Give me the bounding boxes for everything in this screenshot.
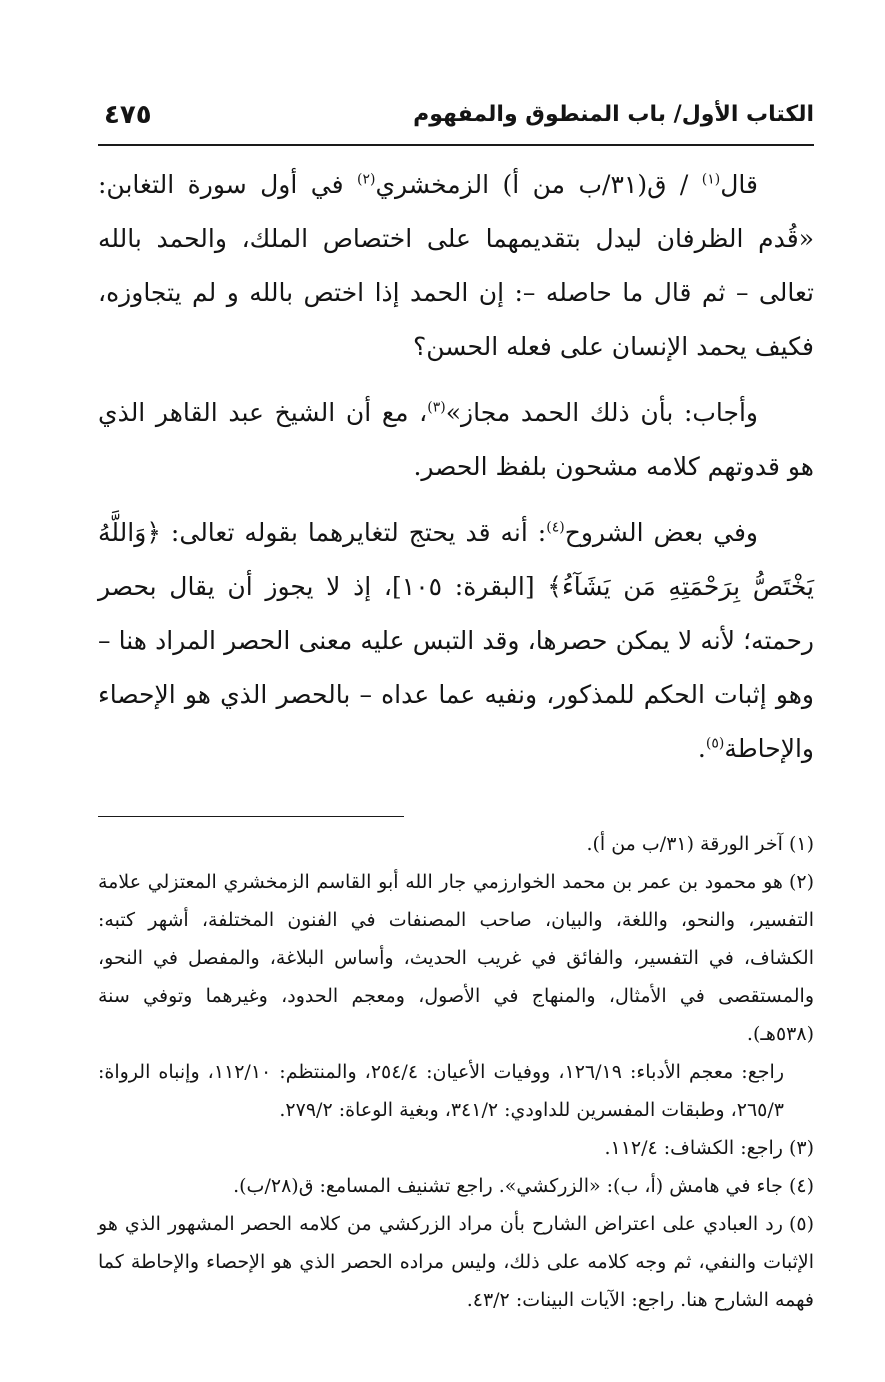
footnote-3 — [98, 1129, 814, 1167]
text-run: : أنه قد يحتج لتغايرهما بقوله تعالى: ﴿وَاللَّهُ يَخْتَصُّ بِرَحْمَتِهِ مَن يَشَآءُ﴾ [البقرة: ١٠٥]، إذ لا يجوز أن يقال بحصر رحمته؛ لأنه لا يمكن حصرها، وقد التبس عليه معنى الحصر المراد هنا – وهو إثبات الحكم للمذكور، ونفيه عما عداه – بالحصر الذي هو الإحصاء والإحاطة — [98, 518, 815, 763]
running-title: الكتاب الأول/ باب المنطوق والمفهوم — [413, 102, 814, 127]
footnote-text: آخر الورقة (٣١/ب من أ). — [586, 833, 783, 855]
footnote-number: (٥) — [788, 1213, 814, 1235]
footnote-4 — [98, 1167, 814, 1205]
text-run: وفي بعض الشروح — [564, 518, 758, 547]
footnote-number: (١) — [788, 833, 814, 855]
footnote-ref-1: (١) — [701, 171, 721, 188]
footnote-ref-3: (٣) — [427, 399, 446, 416]
paragraph-3 — [98, 506, 814, 776]
footnote-number: (٣) — [788, 1137, 814, 1159]
footnote-ref-4: (٤) — [546, 519, 565, 536]
footnote-number: (٢) — [788, 871, 814, 893]
footnotes — [98, 825, 814, 1319]
book-page — [98, 88, 814, 1319]
footnote-text: جاء في هامش (أ، ب): «الزركشي». راجع تشنيف المسامع: ق(٢٨/ب). — [233, 1175, 783, 1197]
page-header — [98, 88, 814, 146]
footnote-2-references: راجع: معجم الأدباء: ١٢٦/١٩، ووفيات الأعيان: ٢٥٤/٤، والمنتظم: ١١٢/١٠، وإنباه الرواة: ٢٦٥/٣، وطبقات المفسرين للداودي: ٣٤١/٢، وبغية الوعاة: ٢٧٩/٢. — [98, 1061, 785, 1121]
footnote-1 — [98, 825, 814, 863]
main-text — [98, 158, 814, 776]
text-run: في أول سورة التغابن: «قُدم الظرفان ليدل بتقديمهما على اختصاص الملك، والحمد بالله تعالى – ثم قال ما حاصله –: إن الحمد إذا اختص بالله و لم يتجاوزه، فكيف يحمد الإنسان على فعله الحسن؟ — [98, 170, 814, 361]
text-run: قال — [720, 170, 758, 199]
footnote-text: رد العبادي على اعتراض الشارح بأن مراد الزركشي من كلامه الحصر المشهور الذي هو الإثبات والنفي، ثم وجه كلامه على ذلك، وليس مراده الحصر الذي هو الإحصاء والإحاطة كما فهمه الشارح هنا. راجع: الآيات البينات: ٤٣/٢. — [98, 1213, 814, 1311]
text-run: . — [697, 734, 706, 763]
footnote-text: راجع: الكشاف: ١١٢/٤. — [604, 1137, 783, 1159]
text-run: وأجاب: بأن ذلك الحمد مجاز» — [445, 398, 758, 427]
footnote-2 — [98, 863, 814, 1053]
footnote-number: (٤) — [788, 1175, 814, 1197]
footnote-text: هو محمود بن عمر بن محمد الخوارزمي جار الله أبو القاسم الزمخشري المعتزلي علامة التفسير، والنحو، واللغة، والبيان، صاحب المصنفات في الفنون المختلفة، أشهر كتبه: الكشاف، في التفسير، والفائق في غريب الحديث، وأساس البلاغة، والمفصل في النحو، والمستقصى في الأمثال، والمنهاج في الأصول، ومعجم الحدود، وغيرهما وتوفي سنة (٥٣٨هـ). — [98, 871, 814, 1045]
footnote-5 — [98, 1205, 814, 1319]
footnote-separator — [98, 816, 404, 817]
page-number: ٤٧٥ — [104, 100, 152, 130]
paragraph-1 — [98, 158, 814, 374]
text-run: ، مع أن الشيخ عبد القاهر الذي هو قدوتهم كلامه مشحون بلفظ الحصر. — [98, 398, 814, 481]
header-rule — [98, 144, 814, 146]
footnote-ref-5: (٥) — [705, 735, 725, 752]
footnote-ref-2: (٢) — [357, 171, 376, 188]
paragraph-2 — [98, 386, 814, 494]
text-run: / ق(٣١/ب من أ) الزمخشري — [375, 170, 702, 199]
